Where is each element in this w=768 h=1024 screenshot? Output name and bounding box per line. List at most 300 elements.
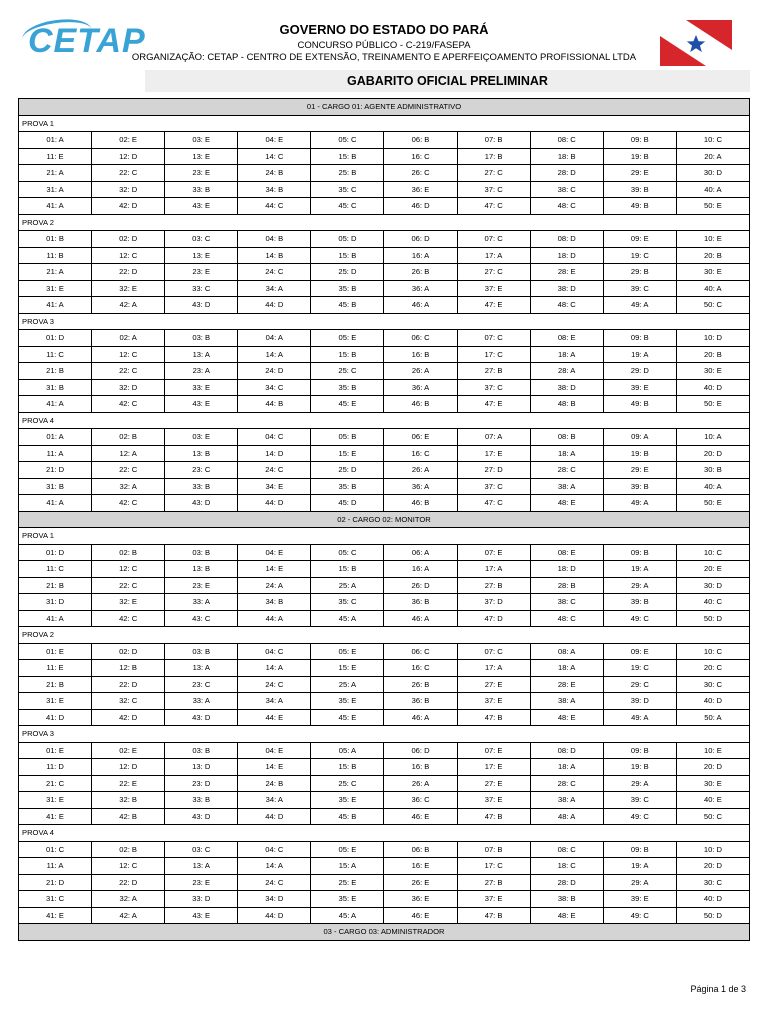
answer-cell: 33: C	[165, 280, 238, 297]
answer-cell: 07: E	[457, 742, 530, 759]
answer-cell: 16: E	[384, 858, 457, 875]
answer-cell: 18: A	[530, 759, 603, 776]
answer-cell: 13: A	[165, 858, 238, 875]
answer-cell: 16: B	[384, 346, 457, 363]
answer-row	[19, 891, 750, 908]
answer-cell: 39: E	[603, 379, 676, 396]
answer-cell: 10: C	[676, 643, 749, 660]
answer-cell: 05: E	[311, 841, 384, 858]
answer-cell: 12: A	[92, 445, 165, 462]
answer-cell: 44: D	[238, 907, 311, 924]
answer-cell: 48: C	[530, 198, 603, 215]
prova-label: PROVA 1	[19, 115, 750, 132]
answer-cell: 09: E	[603, 231, 676, 248]
answer-cell: 15: B	[311, 346, 384, 363]
answer-row	[19, 330, 750, 347]
answer-cell: 19: A	[603, 858, 676, 875]
answer-cell: 21: D	[19, 462, 92, 479]
answer-cell: 09: A	[603, 429, 676, 446]
answer-cell: 06: D	[384, 231, 457, 248]
answer-cell: 17: C	[457, 858, 530, 875]
answer-cell: 25: E	[311, 874, 384, 891]
answer-row	[19, 660, 750, 677]
answer-cell: 25: A	[311, 676, 384, 693]
answer-row	[19, 231, 750, 248]
answer-cell: 06: E	[384, 429, 457, 446]
answer-cell: 15: B	[311, 148, 384, 165]
cargo-row	[19, 99, 750, 116]
answer-cell: 44: A	[238, 610, 311, 627]
answer-cell: 45: B	[311, 297, 384, 314]
answer-cell: 38: B	[530, 891, 603, 908]
answer-cell: 23: D	[165, 775, 238, 792]
answer-cell: 48: E	[530, 709, 603, 726]
answer-cell: 28: D	[530, 165, 603, 182]
prova-label: PROVA 2	[19, 214, 750, 231]
answer-cell: 07: C	[457, 643, 530, 660]
answer-cell: 23: E	[165, 264, 238, 281]
answer-cell: 09: B	[603, 330, 676, 347]
answer-cell: 19: A	[603, 346, 676, 363]
answer-cell: 07: A	[457, 429, 530, 446]
answer-row	[19, 462, 750, 479]
answer-cell: 10: C	[676, 132, 749, 149]
answer-cell: 06: A	[384, 544, 457, 561]
answer-cell: 26: B	[384, 264, 457, 281]
answer-cell: 40: A	[676, 478, 749, 495]
answer-cell: 31: E	[19, 792, 92, 809]
prova-row	[19, 627, 750, 644]
answer-cell: 35: E	[311, 792, 384, 809]
prova-row	[19, 825, 750, 842]
answer-cell: 34: E	[238, 478, 311, 495]
answer-cell: 40: A	[676, 181, 749, 198]
answer-row	[19, 396, 750, 413]
answer-cell: 36: A	[384, 478, 457, 495]
answer-cell: 39: C	[603, 792, 676, 809]
answer-cell: 12: D	[92, 759, 165, 776]
prova-label: PROVA 2	[19, 627, 750, 644]
answer-cell: 05: D	[311, 231, 384, 248]
answer-cell: 28: C	[530, 775, 603, 792]
answer-cell: 48: E	[530, 495, 603, 512]
answer-cell: 13: E	[165, 148, 238, 165]
answer-cell: 32: A	[92, 478, 165, 495]
answer-cell: 20: B	[676, 346, 749, 363]
answer-cell: 28: A	[530, 363, 603, 380]
answer-cell: 34: A	[238, 792, 311, 809]
answer-cell: 31: B	[19, 379, 92, 396]
answer-cell: 32: D	[92, 181, 165, 198]
answer-cell: 33: D	[165, 891, 238, 908]
answer-cell: 48: A	[530, 808, 603, 825]
answer-cell: 13: B	[165, 561, 238, 578]
answer-cell: 24: C	[238, 264, 311, 281]
answer-cell: 29: A	[603, 775, 676, 792]
answer-cell: 47: D	[457, 610, 530, 627]
answer-cell: 40: D	[676, 379, 749, 396]
answer-cell: 31: E	[19, 280, 92, 297]
answer-cell: 30: B	[676, 462, 749, 479]
answer-cell: 42: A	[92, 907, 165, 924]
answer-cell: 04: E	[238, 544, 311, 561]
answer-cell: 40: C	[676, 594, 749, 611]
answer-cell: 38: A	[530, 693, 603, 710]
answer-cell: 37: E	[457, 891, 530, 908]
answer-cell: 24: C	[238, 874, 311, 891]
answer-cell: 16: B	[384, 759, 457, 776]
answer-cell: 01: B	[19, 231, 92, 248]
answer-cell: 29: D	[603, 363, 676, 380]
answer-cell: 14: E	[238, 561, 311, 578]
answer-cell: 28: E	[530, 264, 603, 281]
answer-cell: 10: E	[676, 231, 749, 248]
answer-cell: 45: B	[311, 808, 384, 825]
answer-cell: 24: B	[238, 165, 311, 182]
answer-cell: 05: B	[311, 429, 384, 446]
answer-cell: 48: E	[530, 907, 603, 924]
answer-cell: 04: C	[238, 643, 311, 660]
answer-cell: 26: C	[384, 165, 457, 182]
answer-cell: 34: A	[238, 693, 311, 710]
answer-cell: 05: E	[311, 330, 384, 347]
answer-cell: 28: B	[530, 577, 603, 594]
answer-cell: 25: D	[311, 264, 384, 281]
answer-cell: 16: C	[384, 445, 457, 462]
answer-cell: 02: E	[92, 132, 165, 149]
answer-cell: 42: C	[92, 610, 165, 627]
answer-cell: 33: B	[165, 478, 238, 495]
answer-cell: 13: D	[165, 759, 238, 776]
answer-cell: 44: D	[238, 495, 311, 512]
answer-cell: 32: B	[92, 792, 165, 809]
answer-cell: 31: E	[19, 693, 92, 710]
answer-cell: 05: E	[311, 643, 384, 660]
answer-cell: 43: E	[165, 396, 238, 413]
answer-cell: 39: C	[603, 280, 676, 297]
answer-cell: 14: A	[238, 346, 311, 363]
answer-row	[19, 445, 750, 462]
answer-cell: 11: E	[19, 660, 92, 677]
answer-cell: 50: E	[676, 495, 749, 512]
answer-cell: 35: E	[311, 693, 384, 710]
answer-cell: 27: C	[457, 165, 530, 182]
answer-cell: 39: B	[603, 181, 676, 198]
answer-cell: 07: C	[457, 231, 530, 248]
answer-cell: 50: E	[676, 396, 749, 413]
answer-cell: 15: B	[311, 561, 384, 578]
answer-cell: 14: D	[238, 445, 311, 462]
answer-cell: 15: B	[311, 247, 384, 264]
answer-row	[19, 148, 750, 165]
answer-cell: 24: A	[238, 577, 311, 594]
answer-cell: 04: C	[238, 429, 311, 446]
answer-cell: 25: D	[311, 462, 384, 479]
answer-cell: 20: D	[676, 445, 749, 462]
answer-cell: 08: C	[530, 132, 603, 149]
answer-cell: 08: D	[530, 742, 603, 759]
answer-cell: 36: E	[384, 891, 457, 908]
answer-cell: 12: D	[92, 148, 165, 165]
answer-cell: 20: A	[676, 148, 749, 165]
answer-row	[19, 561, 750, 578]
answer-cell: 30: D	[676, 165, 749, 182]
answer-cell: 43: D	[165, 495, 238, 512]
answer-cell: 32: E	[92, 280, 165, 297]
answer-cell: 26: D	[384, 577, 457, 594]
answer-cell: 30: E	[676, 264, 749, 281]
answer-cell: 38: D	[530, 280, 603, 297]
answer-cell: 49: A	[603, 297, 676, 314]
answer-cell: 29: E	[603, 165, 676, 182]
government-heading: GOVERNO DO ESTADO DO PARÁ	[279, 22, 489, 37]
answer-cell: 08: B	[530, 429, 603, 446]
prova-label: PROVA 4	[19, 825, 750, 842]
answer-cell: 25: C	[311, 363, 384, 380]
answer-row	[19, 808, 750, 825]
answer-cell: 17: E	[457, 445, 530, 462]
answer-cell: 33: B	[165, 181, 238, 198]
answer-cell: 07: C	[457, 330, 530, 347]
answer-cell: 06: B	[384, 841, 457, 858]
answer-cell: 38: D	[530, 379, 603, 396]
answer-cell: 33: A	[165, 693, 238, 710]
answer-cell: 41: A	[19, 297, 92, 314]
answer-cell: 30: C	[676, 874, 749, 891]
answer-row	[19, 165, 750, 182]
answer-row	[19, 907, 750, 924]
answer-cell: 36: A	[384, 379, 457, 396]
answer-cell: 20: C	[676, 660, 749, 677]
answer-row	[19, 429, 750, 446]
answer-cell: 37: D	[457, 594, 530, 611]
answer-cell: 01: C	[19, 841, 92, 858]
answer-cell: 02: B	[92, 544, 165, 561]
answer-cell: 41: A	[19, 396, 92, 413]
answer-cell: 18: A	[530, 660, 603, 677]
answer-cell: 35: C	[311, 594, 384, 611]
answer-cell: 49: B	[603, 396, 676, 413]
answer-cell: 12: B	[92, 660, 165, 677]
answer-cell: 45: A	[311, 907, 384, 924]
answer-cell: 23: A	[165, 363, 238, 380]
answer-cell: 03: B	[165, 643, 238, 660]
answer-cell: 01: E	[19, 643, 92, 660]
answer-cell: 23: C	[165, 676, 238, 693]
answer-cell: 14: C	[238, 148, 311, 165]
answer-cell: 41: A	[19, 610, 92, 627]
prova-label: PROVA 1	[19, 528, 750, 545]
answer-cell: 19: B	[603, 445, 676, 462]
answer-cell: 40: D	[676, 891, 749, 908]
concurso-line: CONCURSO PÚBLICO - C-219/FASEPA	[297, 40, 471, 51]
answer-cell: 03: C	[165, 841, 238, 858]
answer-cell: 49: C	[603, 907, 676, 924]
answer-cell: 09: B	[603, 544, 676, 561]
answer-cell: 09: B	[603, 841, 676, 858]
answer-row	[19, 544, 750, 561]
answer-cell: 17: A	[457, 247, 530, 264]
answer-cell: 26: A	[384, 462, 457, 479]
answer-cell: 45: D	[311, 495, 384, 512]
answer-cell: 32: C	[92, 693, 165, 710]
answer-row	[19, 495, 750, 512]
answer-cell: 10: E	[676, 742, 749, 759]
answer-cell: 03: B	[165, 330, 238, 347]
answer-cell: 33: E	[165, 379, 238, 396]
answer-cell: 05: C	[311, 544, 384, 561]
answer-cell: 02: E	[92, 742, 165, 759]
answer-cell: 28: C	[530, 462, 603, 479]
answer-row	[19, 709, 750, 726]
answer-cell: 31: D	[19, 594, 92, 611]
answer-cell: 38: C	[530, 594, 603, 611]
answer-cell: 32: E	[92, 594, 165, 611]
answer-cell: 46: B	[384, 495, 457, 512]
answer-row	[19, 280, 750, 297]
answer-cell: 44: C	[238, 198, 311, 215]
answer-cell: 02: B	[92, 429, 165, 446]
answer-cell: 46: B	[384, 396, 457, 413]
answer-cell: 43: C	[165, 610, 238, 627]
answer-row	[19, 346, 750, 363]
answer-row	[19, 594, 750, 611]
page-header	[0, 0, 768, 98]
answer-cell: 23: C	[165, 462, 238, 479]
answer-cell: 06: B	[384, 132, 457, 149]
answer-cell: 24: D	[238, 363, 311, 380]
answer-cell: 35: C	[311, 181, 384, 198]
answer-cell: 46: A	[384, 709, 457, 726]
answer-cell: 24: B	[238, 775, 311, 792]
answer-cell: 22: D	[92, 874, 165, 891]
answer-cell: 11: E	[19, 148, 92, 165]
answer-cell: 42: A	[92, 297, 165, 314]
prova-label: PROVA 3	[19, 726, 750, 743]
answer-cell: 26: E	[384, 874, 457, 891]
prova-label: PROVA 4	[19, 412, 750, 429]
answer-cell: 36: E	[384, 181, 457, 198]
answer-cell: 43: D	[165, 808, 238, 825]
answer-cell: 29: C	[603, 676, 676, 693]
answer-cell: 04: E	[238, 132, 311, 149]
answer-cell: 27: D	[457, 462, 530, 479]
answer-cell: 15: E	[311, 660, 384, 677]
answer-cell: 04: A	[238, 330, 311, 347]
answer-cell: 37: E	[457, 280, 530, 297]
answer-row	[19, 693, 750, 710]
answer-row	[19, 841, 750, 858]
answer-cell: 27: E	[457, 775, 530, 792]
answer-cell: 47: B	[457, 808, 530, 825]
answer-row	[19, 858, 750, 875]
answer-cell: 30: E	[676, 775, 749, 792]
answer-cell: 36: A	[384, 280, 457, 297]
answer-cell: 35: B	[311, 379, 384, 396]
answer-cell: 14: A	[238, 660, 311, 677]
answer-cell: 20: B	[676, 247, 749, 264]
answer-cell: 50: D	[676, 610, 749, 627]
answer-cell: 18: D	[530, 561, 603, 578]
page-number: Página 1 de 3	[690, 984, 746, 994]
answer-cell: 37: E	[457, 693, 530, 710]
answer-cell: 23: E	[165, 165, 238, 182]
answer-cell: 32: A	[92, 891, 165, 908]
answer-cell: 02: D	[92, 231, 165, 248]
answer-cell: 33: A	[165, 594, 238, 611]
answer-cell: 12: C	[92, 247, 165, 264]
answer-cell: 31: A	[19, 181, 92, 198]
answer-cell: 29: A	[603, 577, 676, 594]
answer-row	[19, 297, 750, 314]
prova-row	[19, 313, 750, 330]
answer-cell: 36: C	[384, 792, 457, 809]
answer-cell: 13: E	[165, 247, 238, 264]
answer-row	[19, 264, 750, 281]
answer-cell: 18: B	[530, 148, 603, 165]
answer-cell: 11: A	[19, 445, 92, 462]
answer-cell: 01: D	[19, 330, 92, 347]
answer-cell: 10: D	[676, 841, 749, 858]
answer-cell: 02: B	[92, 841, 165, 858]
answer-cell: 20: D	[676, 858, 749, 875]
answer-cell: 01: D	[19, 544, 92, 561]
answer-cell: 50: D	[676, 907, 749, 924]
answer-row	[19, 577, 750, 594]
answer-cell: 15: A	[311, 858, 384, 875]
answer-cell: 46: E	[384, 808, 457, 825]
answer-cell: 19: A	[603, 561, 676, 578]
answer-cell: 09: B	[603, 742, 676, 759]
answer-cell: 21: D	[19, 874, 92, 891]
answer-cell: 06: D	[384, 742, 457, 759]
answer-cell: 23: E	[165, 874, 238, 891]
answer-cell: 42: C	[92, 396, 165, 413]
answer-cell: 45: C	[311, 198, 384, 215]
answer-row	[19, 676, 750, 693]
answer-cell: 03: B	[165, 544, 238, 561]
answer-cell: 16: A	[384, 561, 457, 578]
answer-cell: 11: A	[19, 858, 92, 875]
answer-cell: 38: A	[530, 478, 603, 495]
answer-cell: 33: B	[165, 792, 238, 809]
answer-cell: 02: D	[92, 643, 165, 660]
cargo-row	[19, 924, 750, 941]
answer-cell: 02: A	[92, 330, 165, 347]
answer-cell: 17: A	[457, 660, 530, 677]
answer-cell: 08: C	[530, 841, 603, 858]
answer-cell: 03: C	[165, 231, 238, 248]
answer-cell: 26: A	[384, 363, 457, 380]
answer-cell: 46: D	[384, 198, 457, 215]
answer-cell: 45: A	[311, 610, 384, 627]
answer-cell: 03: E	[165, 132, 238, 149]
answer-row	[19, 181, 750, 198]
answer-cell: 35: B	[311, 478, 384, 495]
answer-cell: 11: C	[19, 346, 92, 363]
answer-cell: 34: B	[238, 594, 311, 611]
answer-cell: 34: C	[238, 379, 311, 396]
answer-cell: 01: E	[19, 742, 92, 759]
answer-row	[19, 874, 750, 891]
answer-cell: 22: C	[92, 363, 165, 380]
answer-cell: 11: D	[19, 759, 92, 776]
answer-cell: 41: D	[19, 709, 92, 726]
answer-cell: 41: A	[19, 198, 92, 215]
prova-row	[19, 214, 750, 231]
answer-cell: 46: A	[384, 610, 457, 627]
answer-cell: 37: C	[457, 181, 530, 198]
